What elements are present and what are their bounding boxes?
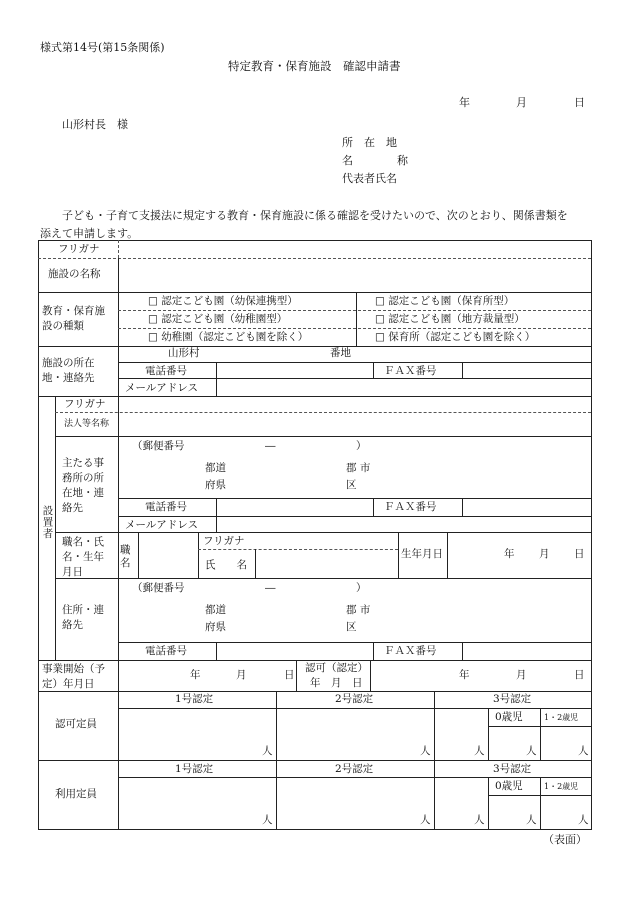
approved-cert3: 3号認定: [493, 693, 532, 705]
applicant-name-label: 名 称: [342, 154, 408, 167]
date-month: 月: [516, 96, 527, 109]
office-tel-label: 電話番号: [145, 501, 187, 513]
type-option-4[interactable]: □ 認定こども園（地方裁量型）: [375, 313, 525, 325]
use-cert3: 3号認定: [493, 763, 532, 775]
date-year: 年: [459, 96, 470, 109]
rep-name-label: 氏 名: [205, 559, 247, 571]
office-postal-close: ）: [356, 440, 367, 452]
rep-label-3: 月日: [62, 566, 83, 578]
rep-address-label-1: 住所・連: [62, 604, 104, 616]
use-cert1-unit: 人: [262, 814, 273, 826]
page-side-label: （表面）: [543, 833, 587, 846]
rep-tel-label: 電話番号: [145, 645, 187, 657]
facility-tel-label: 電話番号: [145, 365, 187, 377]
approved-age0: 0歳児: [495, 711, 523, 723]
rep-birth-month: 月: [539, 548, 550, 560]
approval-month: 月: [516, 669, 527, 681]
form-number: 様式第14号(第15条関係): [40, 41, 165, 54]
approved-cert2: 2号認定: [335, 693, 374, 705]
type-option-3[interactable]: □ 認定こども園（幼稚園型）: [148, 313, 288, 325]
type-option-2[interactable]: □ 認定こども園（保育所型）: [375, 295, 515, 307]
rep-label-1: 職名・氏: [62, 536, 104, 548]
office-postal-dash: ―: [265, 440, 276, 452]
rep-postal-dash: ―: [265, 582, 276, 594]
office-gunshi-1: 郡 市: [346, 462, 371, 474]
office-label-3: 在地・連: [62, 487, 104, 499]
office-postal-label: （郵便番号: [132, 440, 185, 452]
rep-birth-year: 年: [504, 548, 515, 560]
office-mail-label: メールアドレス: [125, 519, 198, 531]
approved-cert1-unit: 人: [262, 745, 273, 757]
use-cert3-unit: 人: [474, 814, 485, 826]
rep-furigana-label: フリガナ: [203, 535, 245, 547]
office-label-1: 主たる事: [62, 457, 104, 469]
use-cert2: 2号認定: [335, 763, 374, 775]
addressee: 山形村長 様: [62, 118, 128, 131]
business-start-month: 月: [236, 669, 247, 681]
facility-type-label-2: 設の種類: [42, 320, 84, 332]
rep-postal-close: ）: [356, 582, 367, 594]
approved-cert2-unit: 人: [420, 745, 431, 757]
rep-birth-label: 生年月日: [401, 548, 443, 560]
approval-year: 年: [459, 669, 470, 681]
rep-todofuken-2: 府県: [205, 621, 226, 633]
use-cert1: 1号認定: [175, 763, 214, 775]
rep-gunshi-2: 区: [346, 621, 357, 633]
type-option-6[interactable]: □ 保育所（認定こども園を除く）: [375, 331, 536, 343]
business-start-label-2: 定）年月日: [42, 678, 95, 690]
business-start-year: 年: [190, 669, 201, 681]
founder-label: 設置者: [41, 505, 54, 540]
rep-shoku-1: 職: [120, 544, 131, 556]
use-age12: 1・2歳児: [544, 782, 579, 791]
applicant-rep-label: 代表者氏名: [342, 172, 397, 185]
rep-todofuken-1: 都道: [205, 604, 226, 616]
rep-postal-label: （郵便番号: [132, 582, 185, 594]
approved-age12: 1・2歳児: [544, 713, 579, 722]
approval-date-label: 認可（認定）: [305, 662, 368, 674]
office-fax-label: ＦＡＸ番号: [384, 501, 437, 513]
facility-fax-label: ＦＡＸ番号: [384, 365, 437, 377]
approved-age12-unit: 人: [578, 745, 589, 757]
facility-type-label: 教育・保育施: [42, 305, 105, 317]
page-title: 特定教育・保育施設 確認申請書: [228, 59, 401, 73]
approved-cert3-unit: 人: [474, 745, 485, 757]
use-age12-unit: 人: [578, 814, 589, 826]
use-capacity-label: 利用定員: [55, 788, 97, 800]
facility-mail-label: メールアドレス: [125, 382, 198, 394]
office-todofuken-1: 都道: [205, 462, 226, 474]
office-label-4: 絡先: [62, 502, 83, 514]
facility-village: 山形村: [168, 347, 200, 359]
business-start-label: 事業開始（予: [42, 663, 105, 675]
approval-date-label-2: 年 月 日: [310, 677, 363, 689]
use-cert2-unit: 人: [420, 814, 431, 826]
office-label-2: 務所の所: [62, 472, 104, 484]
type-option-5[interactable]: □ 幼稚園（認定こども園を除く）: [148, 331, 309, 343]
rep-label-2: 名・生年: [62, 551, 104, 563]
date-day: 日: [574, 96, 585, 109]
facility-name-label: 施設の名称: [48, 268, 101, 280]
use-age0-unit: 人: [526, 814, 537, 826]
use-age0: 0歳児: [495, 780, 523, 792]
applicant-address-label: 所 在 地: [342, 136, 397, 149]
founder-furigana-label: フリガナ: [64, 398, 106, 410]
rep-birth-day: 日: [574, 548, 585, 560]
business-start-day: 日: [284, 669, 295, 681]
approved-cert1: 1号認定: [175, 693, 214, 705]
office-todofuken-2: 府県: [205, 479, 226, 491]
facility-location-label: 施設の所在: [42, 357, 95, 369]
rep-address-label-2: 絡先: [62, 619, 83, 631]
approval-day: 日: [574, 669, 585, 681]
approved-capacity-label: 認可定員: [55, 718, 97, 730]
corp-name-label: 法人等名称: [64, 419, 110, 429]
rep-shoku-2: 名: [120, 557, 131, 569]
facility-banchi: 番地: [330, 347, 351, 359]
intro-line-1: 子ども・子育て支援法に規定する教育・保育施設に係る確認を受けたいので、次のとおり、関係書類を: [62, 209, 568, 222]
approved-age0-unit: 人: [526, 745, 537, 757]
rep-fax-label: ＦＡＸ番号: [384, 645, 437, 657]
facility-furigana-label: フリガナ: [58, 243, 100, 255]
rep-gunshi-1: 郡 市: [346, 604, 371, 616]
office-gunshi-2: 区: [346, 479, 357, 491]
type-option-1[interactable]: □ 認定こども園（幼保連携型）: [148, 295, 298, 307]
facility-location-label-2: 地・連絡先: [42, 372, 95, 384]
intro-line-2: 添えて申請します。: [40, 227, 139, 240]
